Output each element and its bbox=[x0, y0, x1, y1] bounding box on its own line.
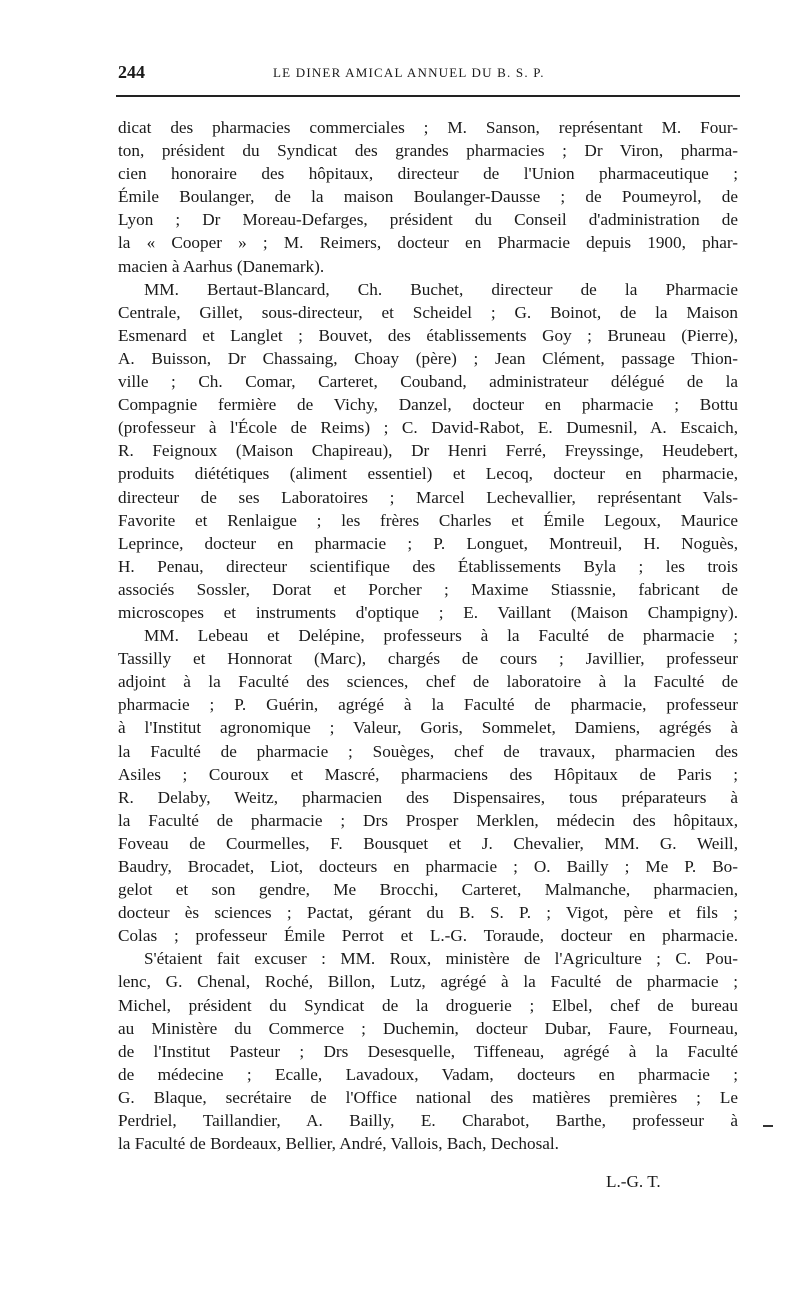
text-line: gelot et son gendre, Me Brocchi, Carteret, Malmanche, pharmacien, bbox=[118, 880, 738, 900]
text-line: ville ; Ch. Comar, Carteret, Couband, administrateur délégué de la bbox=[118, 372, 738, 392]
text-line: (professeur à l'École de Reims) ; C. David-Rabot, E. Dumesnil, A. Escaich, bbox=[118, 418, 738, 438]
text-line: associés Sossler, Dorat et Porcher ; Maxime Stiassnie, fabricant de bbox=[118, 579, 738, 599]
page-header bbox=[118, 62, 738, 86]
text-line: Centrale, Gillet, sous-directeur, et Scheidel ; G. Boinot, de la Maison bbox=[118, 302, 738, 322]
text-line: docteur ès sciences ; Pactat, gérant du B. S. P. ; Vigot, père et fils ; bbox=[118, 903, 738, 923]
text-line: microscopes et instruments d'optique ; E. Vaillant (Maison Champigny). bbox=[118, 602, 738, 622]
text-line: la Faculté de Bordeaux, Bellier, André, Vallois, Bach, Dechosal. bbox=[118, 1134, 559, 1154]
text-line: A. Buisson, Dr Chassaing, Choay (père) ; Jean Clément, passage Thion- bbox=[118, 348, 738, 368]
text-line: la « Cooper » ; M. Reimers, docteur en Pharmacie depuis 1900, phar- bbox=[118, 233, 738, 253]
text-line: R. Delaby, Weitz, pharmacien des Dispensaires, tous préparateurs à bbox=[118, 787, 738, 807]
paragraph-start-line: MM. Lebeau et Delépine, professeurs à la Faculté de pharmacie ; bbox=[144, 626, 738, 646]
text-line: produits diététiques (aliment essentiel) et Lecoq, docteur en pharmacie, bbox=[118, 464, 738, 484]
text-line: au Ministère du Commerce ; Duchemin, docteur Dubar, Faure, Fourneau, bbox=[118, 1018, 738, 1038]
text-line: Michel, président du Syndicat de la droguerie ; Elbel, chef de bureau bbox=[118, 995, 738, 1015]
text-line: Émile Boulanger, de la maison Boulanger-Dausse ; de Poumeyrol, de bbox=[118, 187, 738, 207]
text-line: R. Feignoux (Maison Chapireau), Dr Henri Ferré, Freyssinge, Heudebert, bbox=[118, 441, 738, 461]
page-number: 244 bbox=[118, 62, 145, 82]
running-head: LE DINER AMICAL ANNUEL DU B. S. P. bbox=[273, 65, 545, 80]
text-line: Colas ; professeur Émile Perrot et L.-G. Toraude, docteur en pharmacie. bbox=[118, 926, 738, 946]
text-line: Asiles ; Couroux et Mascré, pharmaciens des Hôpitaux de Paris ; bbox=[118, 764, 738, 784]
text-line: Foveau de Courmelles, F. Bousquet et J. Chevalier, MM. G. Weill, bbox=[118, 833, 738, 853]
body-text bbox=[118, 116, 738, 1155]
text-line: la Faculté de pharmacie ; Souèges, chef de travaux, pharmacien des bbox=[118, 741, 738, 761]
text-line: Baudry, Brocadet, Liot, docteurs en pharmacie ; O. Bailly ; Me P. Bo- bbox=[118, 857, 738, 876]
text-line: H. Penau, directeur scientifique des Établissements Byla ; les trois bbox=[118, 556, 738, 576]
author-signature: L.-G. T. bbox=[606, 1172, 661, 1191]
text-line: Leprince, docteur en pharmacie ; P. Longuet, Montreuil, H. Noguès, bbox=[118, 533, 738, 553]
text-line: Tassilly et Honnorat (Marc), chargés de cours ; Javillier, professeur bbox=[118, 649, 738, 669]
text-line: Lyon ; Dr Moreau-Defarges, président du Conseil d'administration de bbox=[118, 210, 738, 230]
text-line: Perdriel, Taillandier, A. Bailly, E. Charabot, Barthe, professeur à bbox=[118, 1111, 738, 1131]
margin-dash-mark bbox=[763, 1125, 773, 1127]
text-line: la Faculté de pharmacie ; Drs Prosper Merklen, médecin des hôpitaux, bbox=[118, 810, 738, 830]
text-line: de l'Institut Pasteur ; Drs Desesquelle, Tiffeneau, agrégé à la Faculté bbox=[118, 1041, 738, 1061]
text-line: lenc, G. Chenal, Roché, Billon, Lutz, agrégé à la Faculté de pharmacie ; bbox=[118, 972, 738, 992]
text-line: de médecine ; Ecalle, Lavadoux, Vadam, docteurs en pharmacie ; bbox=[118, 1064, 738, 1084]
text-line: Esmenard et Langlet ; Bouvet, des établissements Goy ; Bruneau (Pierre), bbox=[118, 325, 738, 345]
paragraph-start-line: S'étaient fait excuser : MM. Roux, ministère de l'Agriculture ; C. Pou- bbox=[144, 949, 738, 969]
text-line: G. Blaque, secrétaire de l'Office national des matières premières ; Le bbox=[118, 1087, 738, 1107]
text-line: adjoint à la Faculté des sciences, chef de laboratoire à la Faculté de bbox=[118, 672, 738, 692]
text-line: Compagnie fermière de Vichy, Danzel, docteur en pharmacie ; Bottu bbox=[118, 395, 738, 415]
header-rule bbox=[116, 95, 740, 97]
text-line: pharmacie ; P. Guérin, agrégé à la Faculté de pharmacie, professeur bbox=[118, 695, 738, 715]
text-line: à l'Institut agronomique ; Valeur, Goris, Sommelet, Damiens, agrégés à bbox=[118, 718, 738, 738]
text-line: ton, président du Syndicat des grandes pharmacies ; Dr Viron, pharma- bbox=[118, 141, 738, 161]
text-line: Favorite et Renlaigue ; les frères Charles et Émile Legoux, Maurice bbox=[118, 510, 738, 530]
text-line: macien à Aarhus (Danemark). bbox=[118, 256, 325, 276]
text-line: dicat des pharmacies commerciales ; M. Sanson, représentant M. Four- bbox=[118, 118, 738, 137]
paragraph-start-line: MM. Bertaut-Blancard, Ch. Buchet, directeur de la Pharmacie bbox=[144, 279, 738, 299]
text-line: directeur de ses Laboratoires ; Marcel Lechevallier, représentant Vals- bbox=[118, 487, 738, 507]
text-line: cien honoraire des hôpitaux, directeur de l'Union pharmaceutique ; bbox=[118, 164, 738, 184]
